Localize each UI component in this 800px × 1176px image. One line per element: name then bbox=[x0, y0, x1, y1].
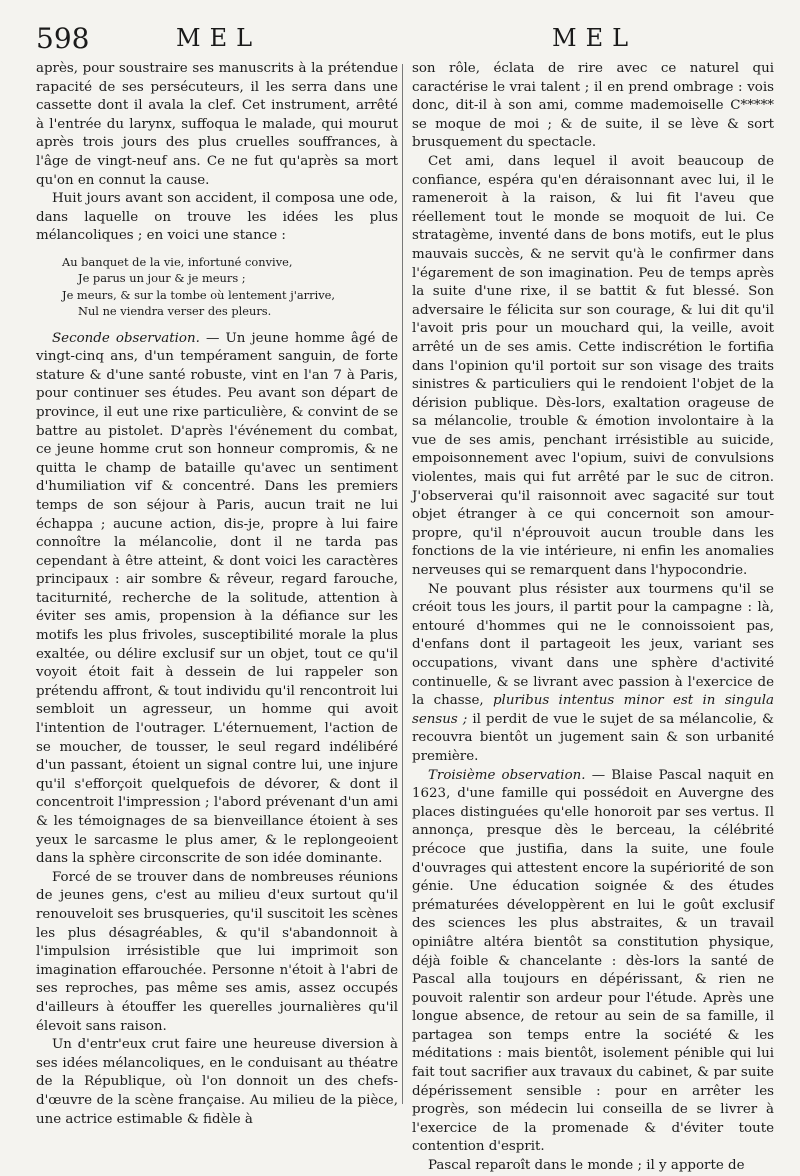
verse-line: Au banquet de la vie, infortuné convive, bbox=[62, 254, 293, 269]
verse-line: Je parus un jour & je meurs ; bbox=[78, 271, 246, 286]
right-column bbox=[412, 60, 774, 1176]
paragraph: son rôle, éclata de rire avec ce naturel qui caractérise le vrai talent ; il en prend ombrage : vois donc, dit-il à son ami, comme mademoiselle C***** se moque de moi ; & de suite, il se lève & sort brusquement du spectacle. bbox=[412, 61, 774, 151]
running-head-left: MEL bbox=[176, 24, 262, 52]
column-divider bbox=[402, 64, 403, 1104]
paragraph-text: — Un jeune homme âgé de vingt-cinq ans, d'un tempérament sanguin, de forte stature & d'une santé robuste, vint en l'an 7 à Paris, pour continuer ses études. Peu avant son départ de province, il eut une rixe particulière, & convint de se battre au pistolet. D'après l'événement du combat, ce jeune homme crut son honneur compromis, & ne quitta le champ de bataille qu'avec un sentiment d'humiliation vif & concentré. Dans les premiers temps de son séjour à Paris, aucun trait ne lui échappa ; aucune action, dis-je, propre à lui faire connoître la mélancolie, dont il ne tarda pas cependant à être atteint, & dont voici les caractères principaux : air sombre & rêveur, regard farouche, taciturnité, recherche de la solitude, attention à éviter ses amis, propension à la défiance sur les motifs les plus frivoles, susceptibilité morale la plus exaltée, ou délire exclusif sur un objet, tout ce qu'il voyoit étoit fait à dessein de lui rappeler son prétendu affront, & tout individu qu'il rencontroit lui sembloit un agresseur, un homme qui avoit l'intention de l'outrager. L'éternuement, l'action de se moucher, de tousser, le seul regard indélibéré d'un passant, étoient un signal contre lui, une injure qu'il s'efforçoit quelquefois de dévorer, & dont il concentroit l'impression ; l'abord prévenant d'un ami & les témoignages de sa bienveillance étoient à ses yeux le sarcasme le plus amer, & le replongeoient dans la sphère circonscrite de son idée dominante. bbox=[36, 330, 398, 867]
paragraph: Huit jours avant son accident, il composa une ode, dans laquelle on trouve les idées les plus mélancoliques ; en voici une stance : bbox=[36, 191, 398, 244]
page-header bbox=[0, 22, 800, 56]
running-head-right: MEL bbox=[552, 24, 638, 52]
paragraph-text: — Blaise Pascal naquit en 1623, d'une famille qui possédoit en Auvergne des places distinguées qu'elle honoroit par ses vertus. Il annonça, presque dès le berceau, la célébrité précoce que justifia, dans la suite, une foule d'ouvrages qui attestent encore la supériorité de son génie. Une éducation soignée & des études prématurées développèrent en lui le goût exclusif des sciences les plus abstraites, & un travail opiniâtre altéra bientôt sa constitution physique, déjà foible & chancelante : dès-lors la santé de Pascal alla toujours en dépérissant, & rien ne pouvoit ralentir son ardeur pour l'étude. Après une longue absence, de retour au sein de sa famille, il partagea son temps entre la société & les méditations : mais bientôt, isolement pénible qui lui fait tout sacrifier aux travaux du cabinet, & par suite dépérissement sensible : pour en arrêter les progrès, son médecin lui conseilla de se livrer à l'exercice de la promenade & d'éviter toute contention d'esprit. bbox=[412, 767, 775, 1155]
paragraph: après, pour soustraire ses manuscrits à la prétendue rapacité de ses persécuteurs, il les serra dans une cassette dont il avala la clef. Cet instrument, arrêté à l'entrée du larynx, suffoqua le malade, qui mourut après trois jours des plus cruelles souffrances, à l'âge de vingt-neuf ans. Ce ne fut qu'après sa mort qu'on en connut la cause. bbox=[36, 61, 398, 188]
left-column bbox=[36, 60, 398, 1129]
paragraph: Forcé de se trouver dans de nombreuses réunions de jeunes gens, c'est au milieu d'eux surtout qu'il renouveloit ses brusqueries, qu'il suscitoit les scènes les plus désagréables, & qu'il s'abandonnoit à l'impulsion irrésistible que lui imprimoit son imagination effarouchée. Personne n'étoit à l'abri de ses reproches, pas même ses amis, assez occupés d'ailleurs à étouffer les querelles journalières qu'il élevoit sans raison. bbox=[36, 869, 398, 1034]
latin-quotation: pluribus intentus minor est in singula sensus ; bbox=[412, 693, 775, 727]
paragraph-text: il perdit de vue le sujet de sa mélancolie, & recouvra bientôt un jugement sain & son urbanité première. bbox=[412, 711, 774, 764]
paragraph-text: Ne pouvant plus résister aux tourmens qu'il se créoit tous les jours, il partit pour la campagne : là, entouré d'hommes qui ne le connoissoient pas, d'enfans dont il partageoit les jeux, variant ses occupations, vivant dans une sphère d'activité continuelle, & se livrant avec passion à l'exercice de la chasse, bbox=[412, 581, 774, 709]
third-observation-paragraph bbox=[412, 767, 774, 1157]
paragraph: Un d'entr'eux crut faire une heureuse diversion à ses idées mélancoliques, en le conduisant au théatre de la République, où l'on donnoit un des chefs-d'œuvre de la scène française. Au milieu de la pièce, une actrice estimable & fidèle à bbox=[36, 1037, 398, 1127]
verse-line: Nul ne viendra verser des pleurs. bbox=[78, 304, 272, 319]
ode-stanza bbox=[62, 254, 398, 320]
page-number: 598 bbox=[36, 22, 90, 55]
paragraph: Pascal reparoît dans le monde ; il y apporte de bbox=[428, 1158, 745, 1174]
section-heading: Seconde observation. bbox=[52, 330, 200, 346]
paragraph: Cet ami, dans lequel il avoit beaucoup de confiance, espéra qu'en déraisonnant avec lui, il le rameneroit à la raison, & lui fit l'aveu que réellement tout le monde se moquoit de lui. Ce stratagème, inventé dans de bons motifs, eut le plus mauvais succès, & ne servit qu'à le confirmer dans l'égarement de son imagination. Peu de temps après la suite d'une rixe, il se battit & fut blessé. Son adversaire le félicita sur son courage, & lui dit qu'il l'avoit pris pour un mouchard qui, la veille, avoit arrêté un de ses amis. Cette indiscrétion le fortifia dans l'opinion qu'il portoit sur son visage des traits sinistres & particuliers qui le rendoient l'objet de la dérision publique. Dès-lors, exaltation orageuse de sa mélancolie, trouble & émotion involontaire à la vue de ses amis, penchant irrésistible au suicide, empoisonnement avec l'opium, suivi de convulsions violentes, mais qui fut arrêté par le suc de citron. J'observerai qu'il raisonnoit avec sagacité sur tout objet étranger à ce qui concernoit son amour-propre, qu'il n'éprouvoit aucun trouble dans les fonctions de la vie intérieure, ni enfin les anomalies nerveuses qui se remarquent dans l'hypocondrie. bbox=[412, 153, 774, 579]
second-observation-paragraph bbox=[36, 330, 398, 869]
paragraph bbox=[412, 581, 774, 767]
verse-line: Je meurs, & sur la tombe où lentement j'arrive, bbox=[62, 287, 336, 302]
section-heading: Troisième observation. bbox=[428, 767, 586, 783]
